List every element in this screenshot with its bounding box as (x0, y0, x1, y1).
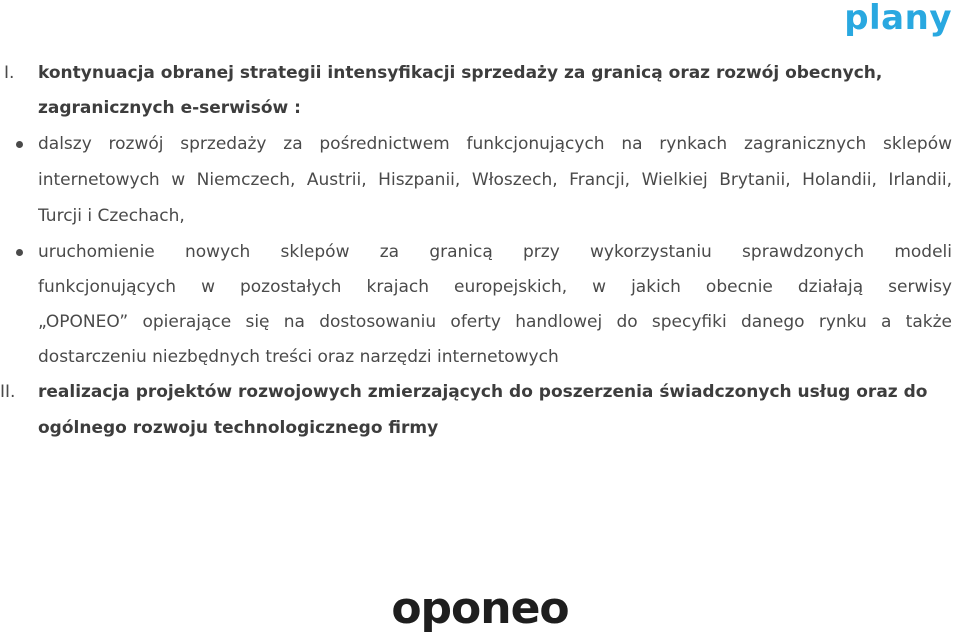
section-1-heading-line-1: kontynuacja obranej strategii intensyfikacji sprzedaży za granicą oraz rozwój obecnych, (38, 63, 883, 83)
slide-title: plany (844, 0, 952, 38)
bullet-2-line-2: funkcjonujących w pozostałych krajach europejskich, w jakich obecnie działają serwisy (38, 277, 952, 297)
bullet-2-line-1: uruchomienie nowych sklepów za granicą przy wykorzystaniu sprawdzonych modeli (38, 242, 952, 262)
section-1-heading-line-2: zagranicznych e-serwisów : (38, 98, 301, 118)
section-2-numeral: II. (0, 382, 16, 402)
bullet-1-line-1: dalszy rozwój sprzedaży za pośrednictwem funkcjonujących na rynkach zagranicznych sklepów (38, 134, 952, 154)
bullet-1-line-2: internetowych w Niemczech, Austrii, Hiszpanii, Włoszech, Francji, Wielkiej Brytanii, Holandii, Irlandii, (38, 170, 952, 190)
bullet-2-dot (16, 249, 23, 256)
section-2-heading-line-2: ogólnego rozwoju technologicznego firmy (38, 418, 439, 438)
bullet-1-dot (16, 141, 23, 148)
bullet-2-line-4: dostarczeniu niezbędnych treści oraz narzędzi internetowych (38, 347, 559, 367)
bullet-2-line-3: „OPONEO” opierające się na dostosowaniu oferty handlowej do specyfiki danego rynku a także (38, 312, 952, 332)
section-2-heading-line-1: realizacja projektów rozwojowych zmierzających do poszerzenia świadczonych usług oraz do (38, 382, 928, 402)
oponeo-logo: oponeo (391, 583, 569, 634)
bullet-1-line-3: Turcji i Czechach, (38, 206, 185, 226)
section-1-numeral: I. (4, 63, 15, 83)
